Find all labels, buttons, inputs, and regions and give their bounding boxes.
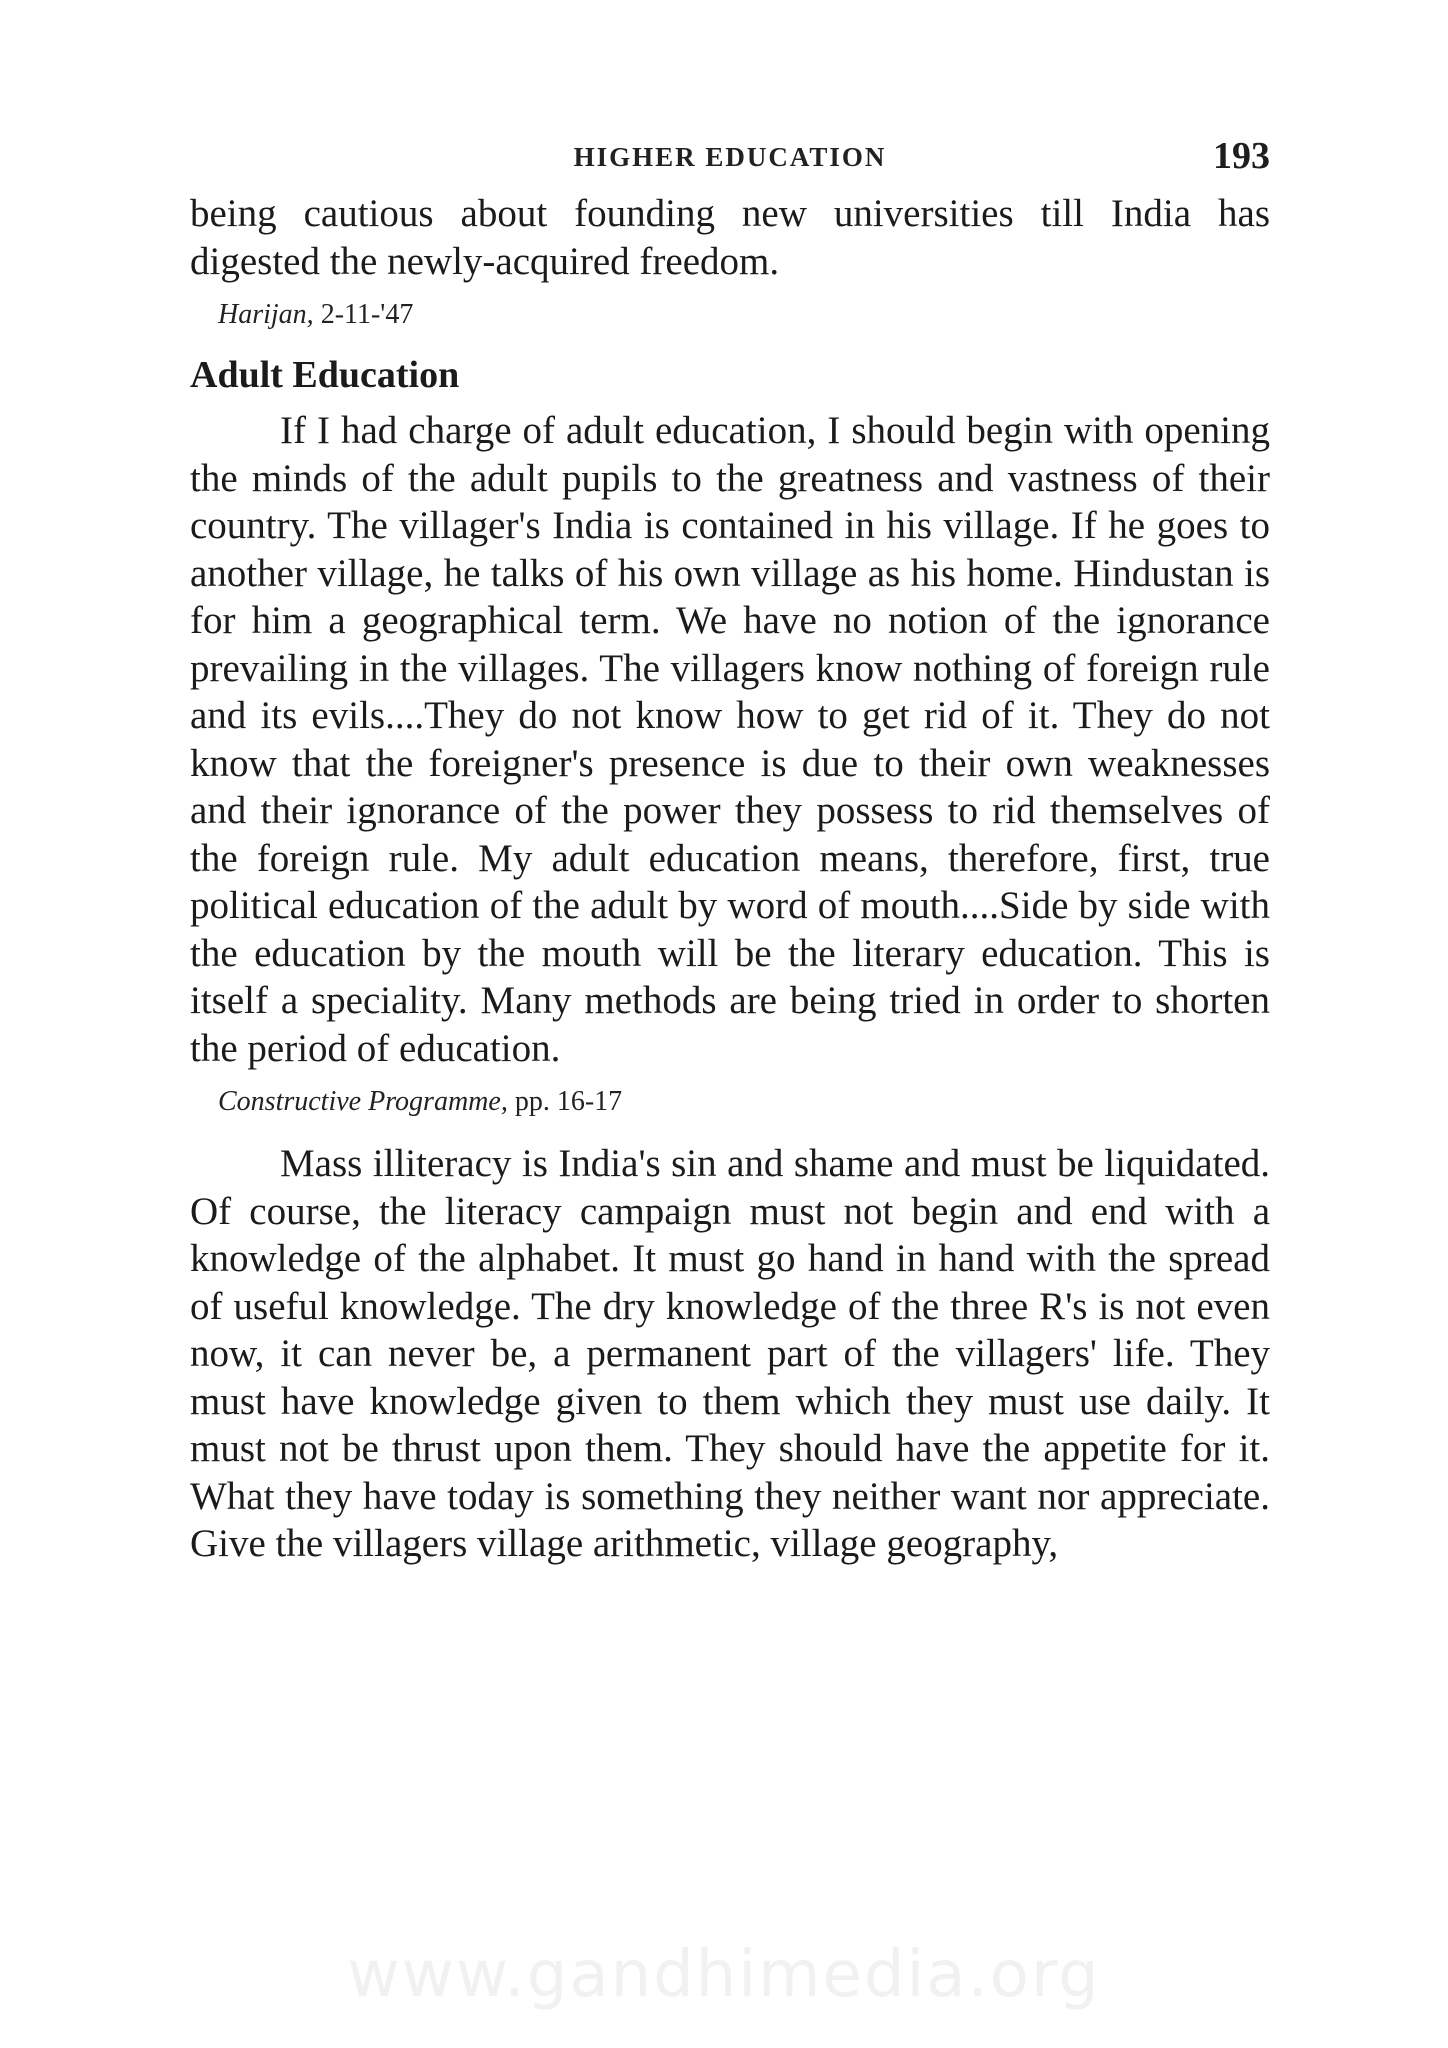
source-date: 2-11-'47 [320, 299, 414, 330]
book-page [190, 130, 1270, 1568]
running-title: HIGHER EDUCATION [573, 142, 887, 172]
source-citation [218, 1086, 1270, 1118]
section-heading: Adult Education [190, 354, 460, 396]
body-paragraph: Mass illiteracy is India's sin and shame and must be liquidated. Of course, the literacy campaign must not begin and end with a knowledge of the alphabet. It must go hand in hand with the spread of useful knowledge. The dry knowledge of the three R's is not even now, it can never be, a permanent part of the villagers' life. They must have knowledge given to them which they must use daily. It must not be thrust upon them. They should have the appetite for it. What they have today is something they neither want nor appreciate. Give the villagers village arithmetic, village geography, [190, 1142, 1270, 1565]
page-number: 193 [1213, 135, 1270, 177]
source-work-title: Harijan, [218, 299, 314, 330]
source-citation [218, 299, 1270, 331]
source-work-title: Constructive Programme, [218, 1086, 508, 1117]
body-paragraph: If I had charge of adult education, I should begin with opening the minds of the adult pupils to the greatness and vastness of their country. The villager's India is contained in his village. If he goes to another village, he talks of his own village as his home. Hindustan is for him a geographical term. We have no notion of the ignorance prevailing in the villages. The villagers know nothing of foreign rule and its evils....They do not know how to get rid of it. They do not know that the foreigner's presence is due to their own weaknesses and their ignorance of the power they possess to rid themselves of the foreign rule. My adult education means, therefore, first, true political education of the adult by word of mouth....Side by side with the education by the mouth will be the literary education. This is itself a speciality. Many methods are being tried in order to shorten the period of education. [190, 409, 1270, 1070]
running-header [190, 130, 1270, 190]
site-watermark: www.gandhimedia.org [347, 1938, 1101, 2012]
continuation-paragraph: being cautious about founding new universities till India has digested the newly-acquired freedom. [190, 192, 1270, 283]
source-pages: pp. 16-17 [514, 1086, 623, 1117]
